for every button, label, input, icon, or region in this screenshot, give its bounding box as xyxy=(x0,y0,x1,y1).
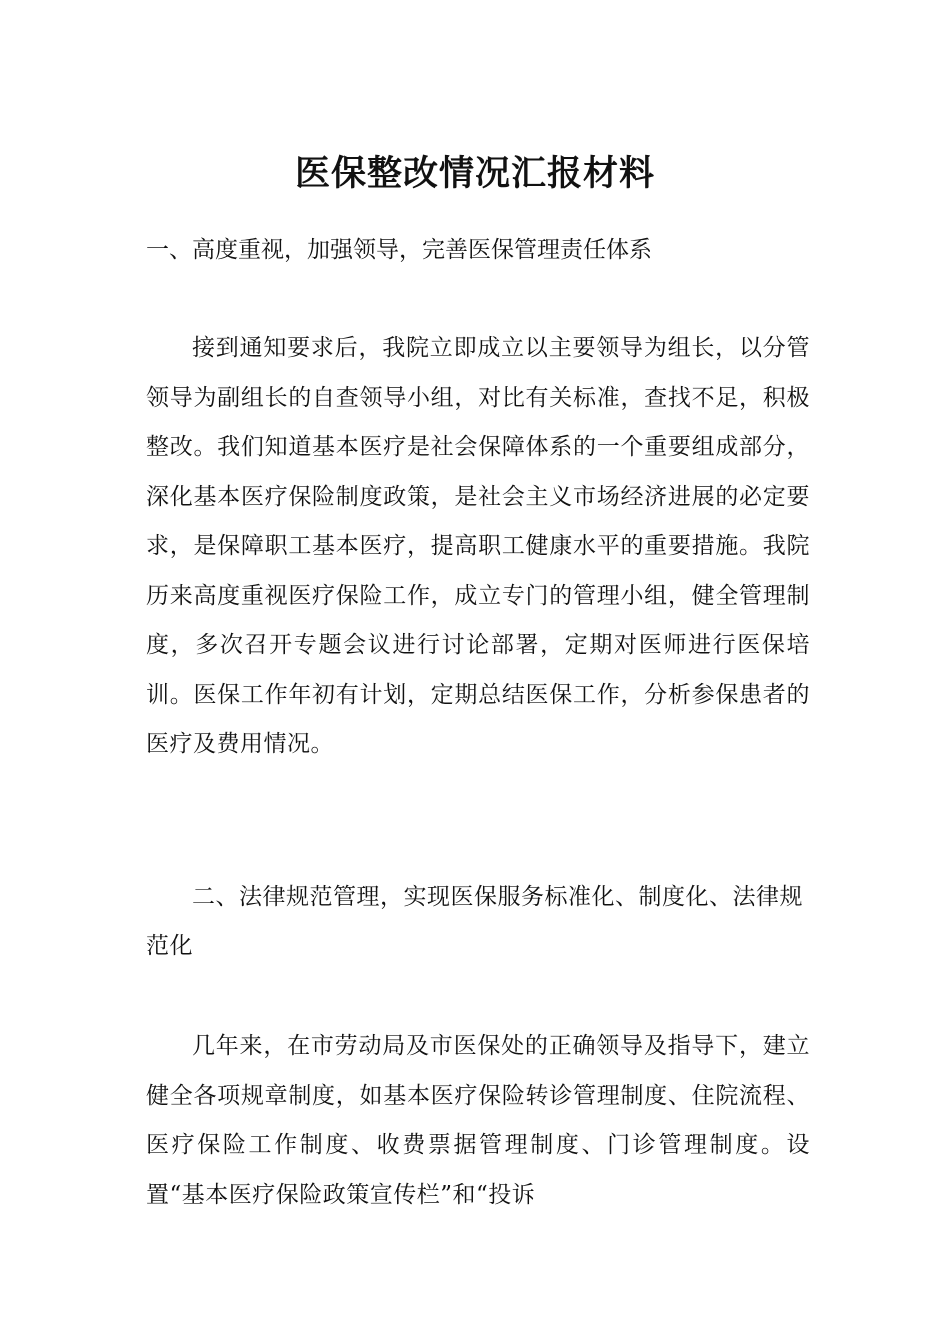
section-1-paragraph: 接到通知要求后，我院立即成立以主要领导为组长，以分管领导为副组长的自查领导小组，对比有关标准，查找不足，积极整改。我们知道基本医疗是社会保障体系的一个重要组成部分，深化基本医疗保险制度政策，是社会主义市场经济进展的必定要求，是保障职工基本医疗，提高职工健康水平的重要措施。我院历来高度重视医疗保险工作，成立专门的管理小组，健全管理制度，多次召开专题会议进行讨论部署，定期对医师进行医保培训。医保工作年初有计划，定期总结医保工作，分析参保患者的医疗及费用情况。 xyxy=(146,335,810,757)
section-1-heading: 一、高度重视，加强领导，完善医保管理责任体系 xyxy=(146,237,652,263)
section-2-paragraph: 几年来，在市劳动局及市医保处的正确领导及指导下，建立健全各项规章制度，如基本医疗保险转诊管理制度、住院流程、医疗保险工作制度、收费票据管理制度、门诊管理制度。设置“基本医疗保险政策宣传栏”和“投诉 xyxy=(146,1033,810,1208)
document-title: 医保整改情况汇报材料 xyxy=(294,154,655,195)
section-2-heading: 二、法律规范管理，实现医保服务标准化、制度化、法律规范化 xyxy=(146,884,803,959)
